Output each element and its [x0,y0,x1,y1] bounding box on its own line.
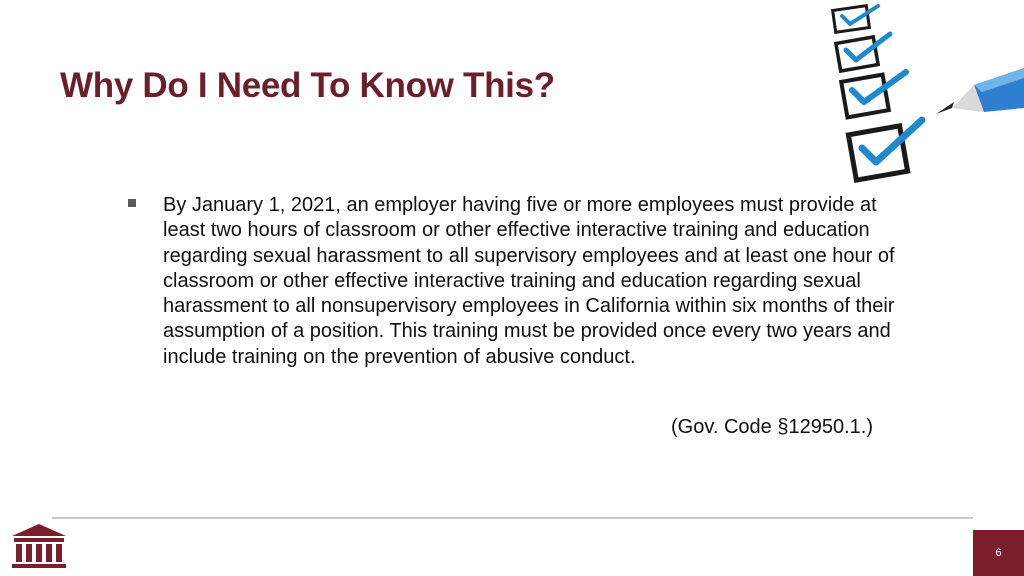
bullet-text: By January 1, 2021, an employer having five or more employees must provide at least two hours of classroom or other effective interactive training and education regarding sexual harassment to all supervisory employees and at least one hour of classroom or other effective interactive training and education regarding sexual harassment to all nonsupervisory employees in California within six months of their assumption of a position. This training must be provided once every two years and include training on the prevention of abusive conduct. [163,194,895,368]
page-number: 6 [973,530,1024,576]
footer-divider [52,517,973,519]
citation: (Gov. Code §12950.1.) [671,416,873,438]
slide-title: Why Do I Need To Know This? [60,66,555,105]
building-logo-icon [10,522,68,572]
square-bullet-icon [128,199,136,207]
checklist-with-pen-icon [824,0,1024,190]
